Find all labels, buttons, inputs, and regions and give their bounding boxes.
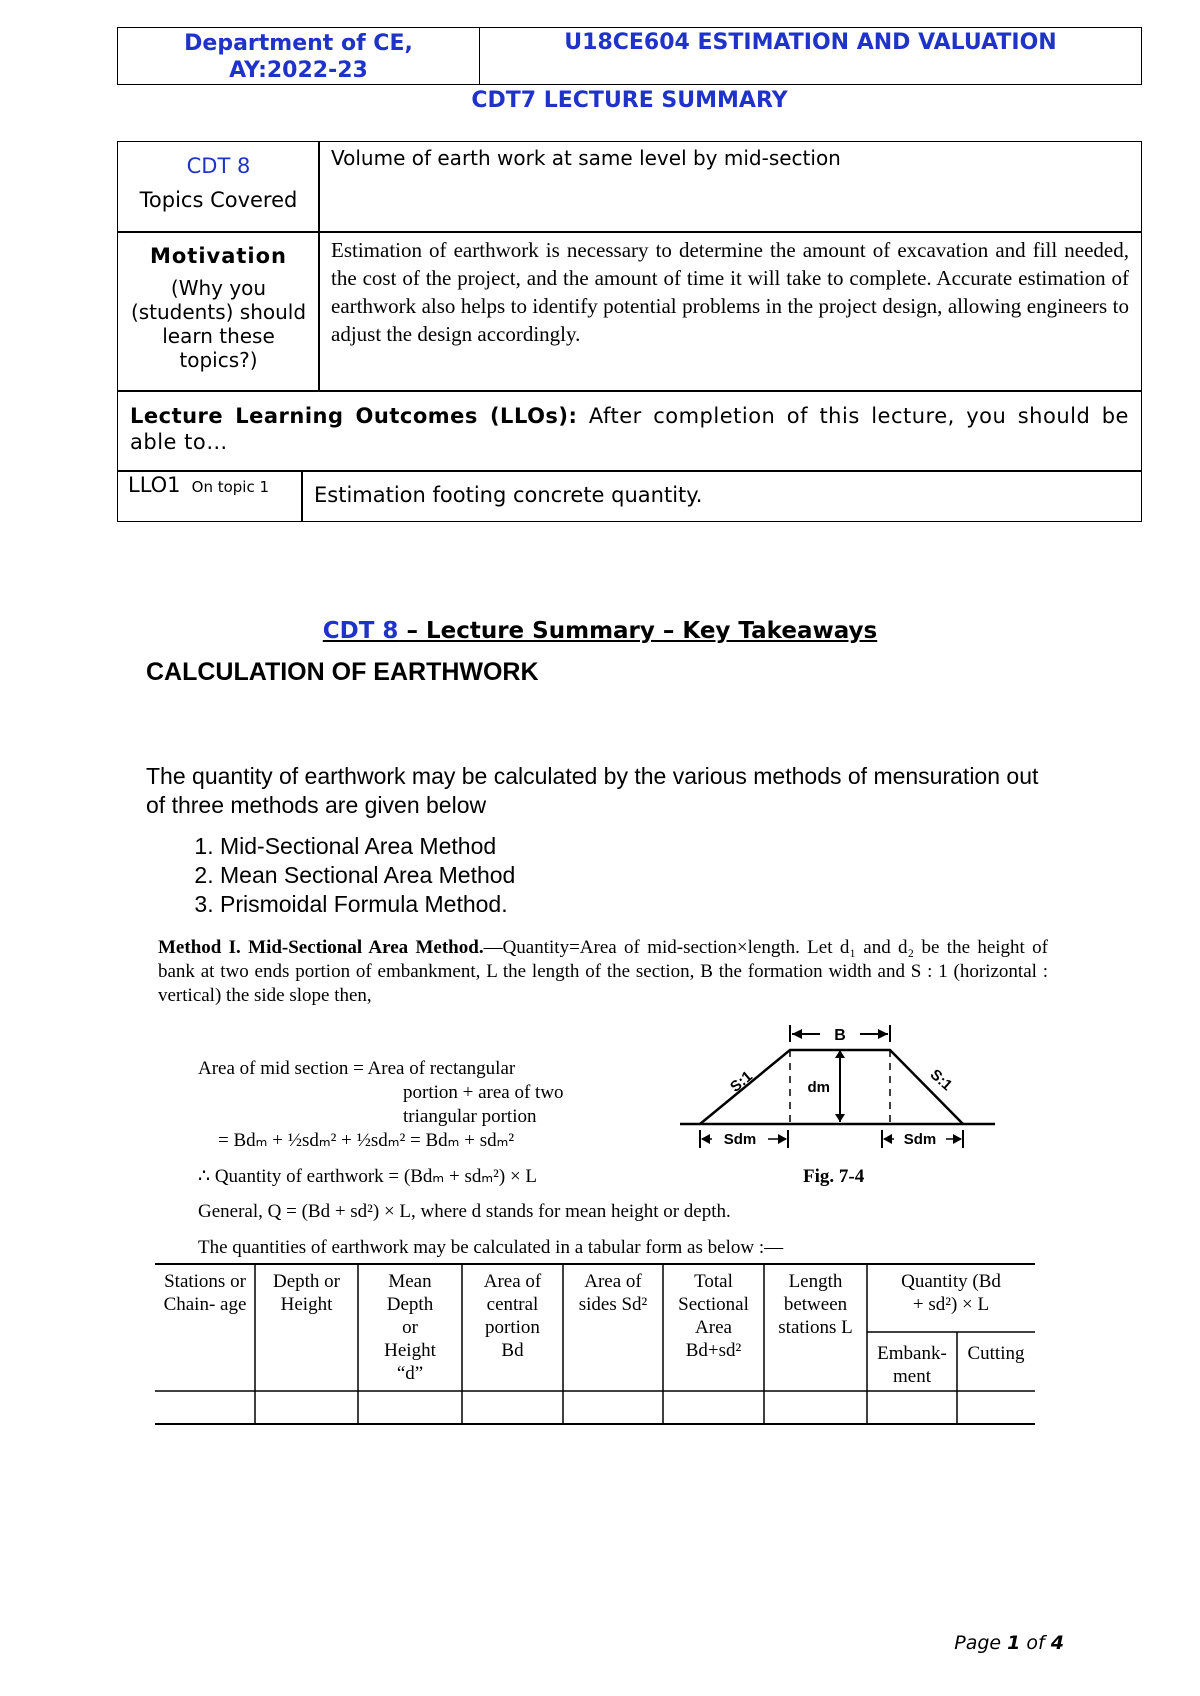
motivation-label: Motivation: [149, 244, 288, 268]
header-table: [117, 27, 1142, 85]
summary-title: CDT7 LECTURE SUMMARY: [471, 88, 788, 113]
method-item: 3. Prismoidal Formula Method.: [220, 890, 515, 919]
summary-title-rest: – Lecture Summary – Key Takeaways: [398, 618, 878, 644]
department-cell: [118, 28, 480, 84]
llo1-label-cell: [117, 470, 303, 522]
quantity-formula: ∴ Quantity of earthwork = (Bdₘ + sdₘ²) × L: [198, 1166, 538, 1187]
label-slope-right: S:1: [926, 1065, 956, 1095]
label-sdm-left: Sdm: [723, 1131, 757, 1148]
method-item: 1. Mid-Sectional Area Method: [220, 832, 515, 861]
llo1-text-cell: [301, 470, 1142, 522]
col-mean-depth: Mean Depth or Height “d”: [384, 1271, 436, 1384]
col-central-area: Area of central portion Bd: [483, 1271, 542, 1361]
label-sdm-right: Sdm: [903, 1131, 937, 1148]
area-derivation: [198, 1057, 564, 1153]
cdt-label-cell: [117, 141, 320, 233]
motivation-text-cell: [318, 231, 1142, 392]
department-text: Department of CE,: [184, 31, 413, 56]
course-title: U18CE604 ESTIMATION AND VALUATION: [564, 30, 1057, 55]
col-stations: Stations or Chain- age: [163, 1271, 247, 1315]
methods-list: [175, 832, 515, 919]
motivation-label-cell: [117, 231, 320, 392]
cdt-label: CDT 8: [186, 154, 251, 178]
academic-year: AY:2022-23: [229, 58, 368, 83]
method-description: [158, 936, 1048, 1008]
llo-header-cell: [117, 390, 1142, 472]
topics-value-cell: [318, 141, 1142, 233]
col-length: Length between stations L: [778, 1271, 853, 1338]
page-of: of: [1020, 1632, 1051, 1654]
label-b: B: [834, 1027, 846, 1044]
cdt-link[interactable]: CDT 8: [322, 618, 399, 644]
area-line-4: = Bdₘ + ½sdₘ² + ½sdₘ² = Bdₘ + sdₘ²: [218, 1130, 515, 1151]
method-text: —Quantity=Area of mid-section×length. Let d₁ and d₂ be the height of bank at two ends portion of embankment, L the length of the section, B the formation width and S : 1 (horizontal : vertical) the side slope then,: [158, 937, 1048, 1006]
label-slope-left: S:1: [727, 1067, 756, 1096]
area-line-3: triangular portion: [403, 1106, 537, 1127]
embankment-cross-section-figure: [680, 1022, 1000, 1164]
topics-value: Volume of earth work at same level by mid-section: [331, 146, 841, 170]
col-embankment: Embank- ment: [877, 1343, 947, 1387]
topics-table: [117, 141, 1142, 521]
lecture-summary-title: [0, 618, 1200, 644]
area-line-2: portion + area of two: [403, 1082, 564, 1103]
llo1-label: LLO1: [128, 473, 181, 497]
area-line-1: Area of mid section = Area of rectangular: [198, 1058, 516, 1079]
general-formula: General, Q = (Bd + sd²) × L, where d stands for mean height or depth.: [198, 1201, 731, 1222]
intro-paragraph: The quantity of earthwork may be calculated by the various methods of mensuration out of three methods are given below: [146, 763, 1039, 818]
col-total-area: Total Sectional Area Bd+sd²: [678, 1271, 749, 1361]
col-quantity: Quantity (Bd + sd²) × L: [901, 1271, 1001, 1315]
method-title: Method I. Mid-Sectional Area Method.: [158, 937, 484, 958]
page-prefix: Page: [954, 1632, 1008, 1654]
earthwork-table: [155, 1262, 1035, 1426]
section-heading: CALCULATION OF EARTHWORK: [146, 658, 539, 686]
col-cutting: Cutting: [967, 1343, 1025, 1364]
page-number: [954, 1632, 1064, 1654]
motivation-sub: (Why you (students) should learn these topics?): [130, 276, 307, 372]
figure-caption: Fig. 7-4: [803, 1166, 865, 1187]
col-depth: Depth or Height: [273, 1271, 341, 1315]
page-current: 1: [1007, 1632, 1021, 1654]
method-item: 2. Mean Sectional Area Method: [220, 861, 515, 890]
topics-covered-label: Topics Covered: [139, 188, 298, 212]
llo1-text: Estimation footing concrete quantity.: [314, 483, 703, 507]
llo1-topic: On topic 1: [191, 478, 270, 496]
motivation-text: Estimation of earthwork is necessary to determine the amount of excavation and fill needed, the cost of the project, and the amount of time it will take to complete. Accurate estimation of earthwork also helps to identify potential problems in the project design, allowing engineers to adjust the design accordingly.: [331, 238, 1129, 346]
col-side-area: Area of sides Sd²: [578, 1271, 648, 1315]
label-dm: dm: [807, 1079, 830, 1096]
llo-intro: After completion of this lecture, you should be able to…: [130, 404, 1129, 454]
tabular-intro: The quantities of earthwork may be calculated in a tabular form as below :—: [198, 1237, 784, 1258]
llo-heading: Lecture Learning Outcomes (LLOs):: [130, 404, 578, 428]
page-total: 4: [1050, 1632, 1064, 1654]
